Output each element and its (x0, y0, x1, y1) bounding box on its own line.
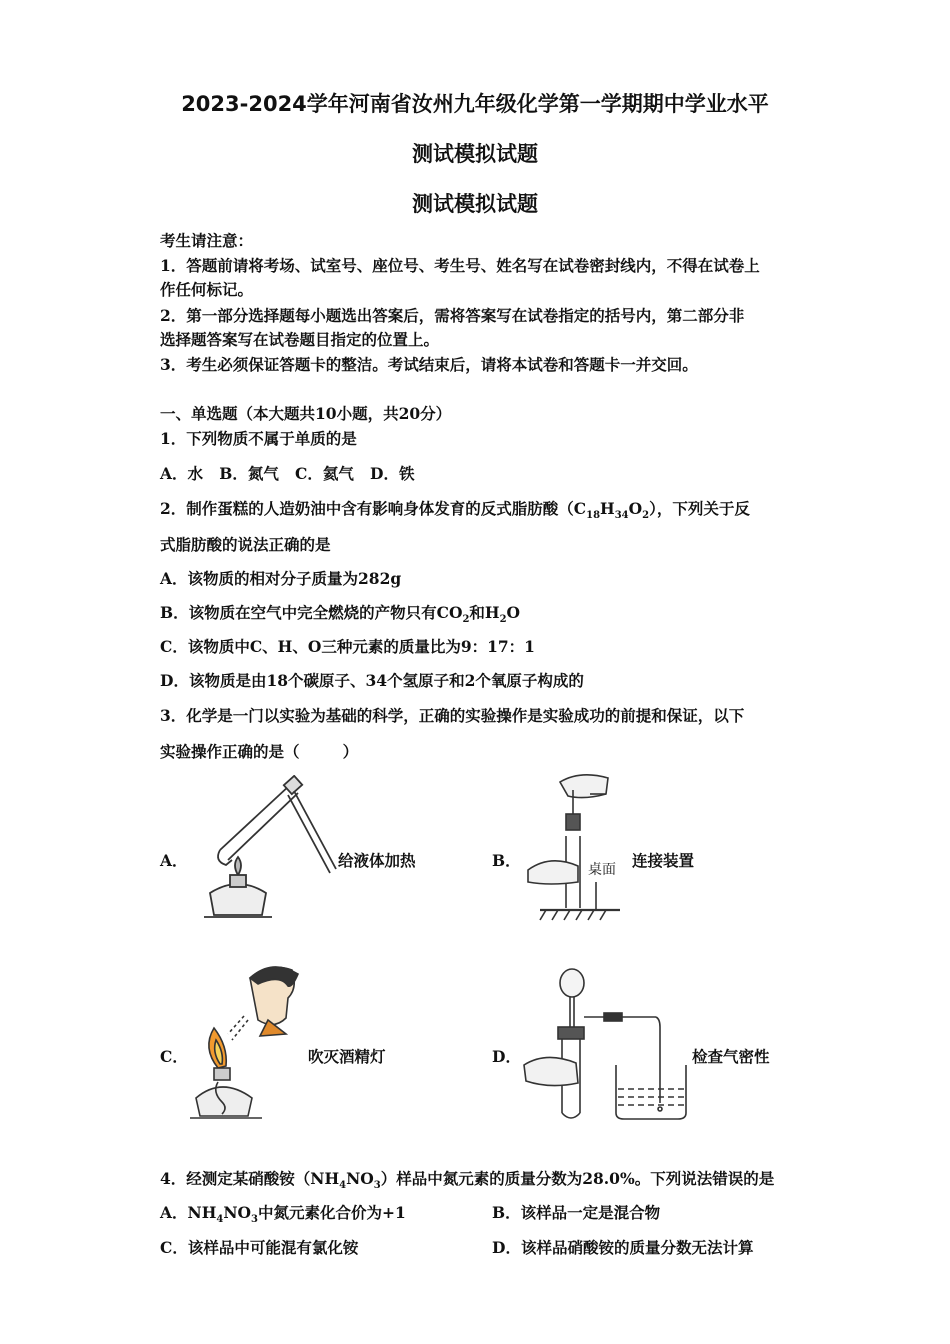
q3-label-c: C． (160, 1047, 188, 1066)
q4-stem: 4．经测定某硝酸铵$(NH_4NO_3)$样品中氮元素的质量分数为28.0%。下列说法错误的是 (160, 1169, 775, 1192)
q3-label-b: B． (492, 851, 521, 870)
notice-item3: 3．考生必须保证答题卡的整洁。考试结束后，请将本试卷和答题卡一并交回。 (160, 355, 698, 374)
exam-title-line1: 2023-2024学年河南省汝州九年级化学第一学期期中学业水平 (181, 92, 769, 116)
q3-label-d: D． (492, 1047, 521, 1066)
notice-item1b: 作任何标记。 (160, 280, 254, 299)
q3-caption-a: 给液体加热 (338, 851, 416, 870)
exam-title-line3: 测试模拟试题 (412, 192, 538, 216)
notice-item2b: 选择题答案写在试卷题目指定的位置上。 (160, 330, 440, 349)
heating-liquid-figure (190, 775, 340, 925)
q3-caption-c: 吹灭酒精灯 (308, 1047, 386, 1066)
q4-option-d: D．该样品硝酸铵的质量分数无法计算 (492, 1238, 754, 1257)
q2-stem-line1: 2．制作蛋糕的人造奶油中含有影响身体发育的反式脂肪酸$(C_{18}H_{34}O_2)$，下列关于反 (160, 499, 750, 522)
q2-option-b: B．该物质在空气中完全燃烧的产物只有$CO_2$和$H_2O$ (160, 603, 521, 626)
q4-option-c: C．该样品中可能混有氯化铵 (160, 1238, 359, 1257)
q3-stem-line1: 3．化学是一门以实验为基础的科学，正确的实验操作是实验成功的前提和保证，以下 (160, 706, 745, 725)
q2-option-d: D．该物质是由18个碳原子、34个氢原子和2个氧原子构成的 (160, 671, 584, 690)
exam-title-line2: 测试模拟试题 (412, 142, 538, 166)
blowing-lamp-figure (188, 958, 308, 1123)
q1-stem: 1．下列物质不属于单质的是 (160, 429, 357, 448)
q2-option-c: C．该物质中C、H、O三种元素的质量比为9：17：1 (160, 637, 535, 656)
notice-heading: 考生请注意： (160, 231, 254, 250)
connecting-apparatus-figure (520, 770, 630, 925)
q2-option-a: A．该物质的相对分子质量为282g (160, 569, 402, 588)
q3-label-a: A． (160, 851, 188, 870)
desk-label: 桌面 (588, 862, 616, 878)
q4-option-a: A．$NH_4NO_3$中氮元素化合价为+1 (160, 1203, 406, 1226)
q3-caption-d: 检查气密性 (692, 1047, 770, 1066)
airtightness-figure (520, 965, 690, 1125)
q1-options: A．水 B．氮气 C．氦气 D．铁 (160, 464, 415, 483)
notice-item1a: 1．答题前请将考场、试室号、座位号、考生号、姓名写在试卷密封线内，不得在试卷上 (160, 256, 760, 275)
section-heading: 一、单选题（本大题共10小题，共20分） (160, 404, 452, 423)
q4-option-b: B．该样品一定是混合物 (492, 1203, 661, 1222)
notice-item2a: 2．第一部分选择题每小题选出答案后，需将答案写在试卷指定的括号内，第二部分非 (160, 306, 745, 325)
q3-stem-line2: 实验操作正确的是（ ） (160, 742, 359, 761)
q3-caption-b: 连接装置 (632, 851, 695, 870)
q2-stem-line2: 式脂肪酸的说法正确的是 (160, 535, 331, 554)
